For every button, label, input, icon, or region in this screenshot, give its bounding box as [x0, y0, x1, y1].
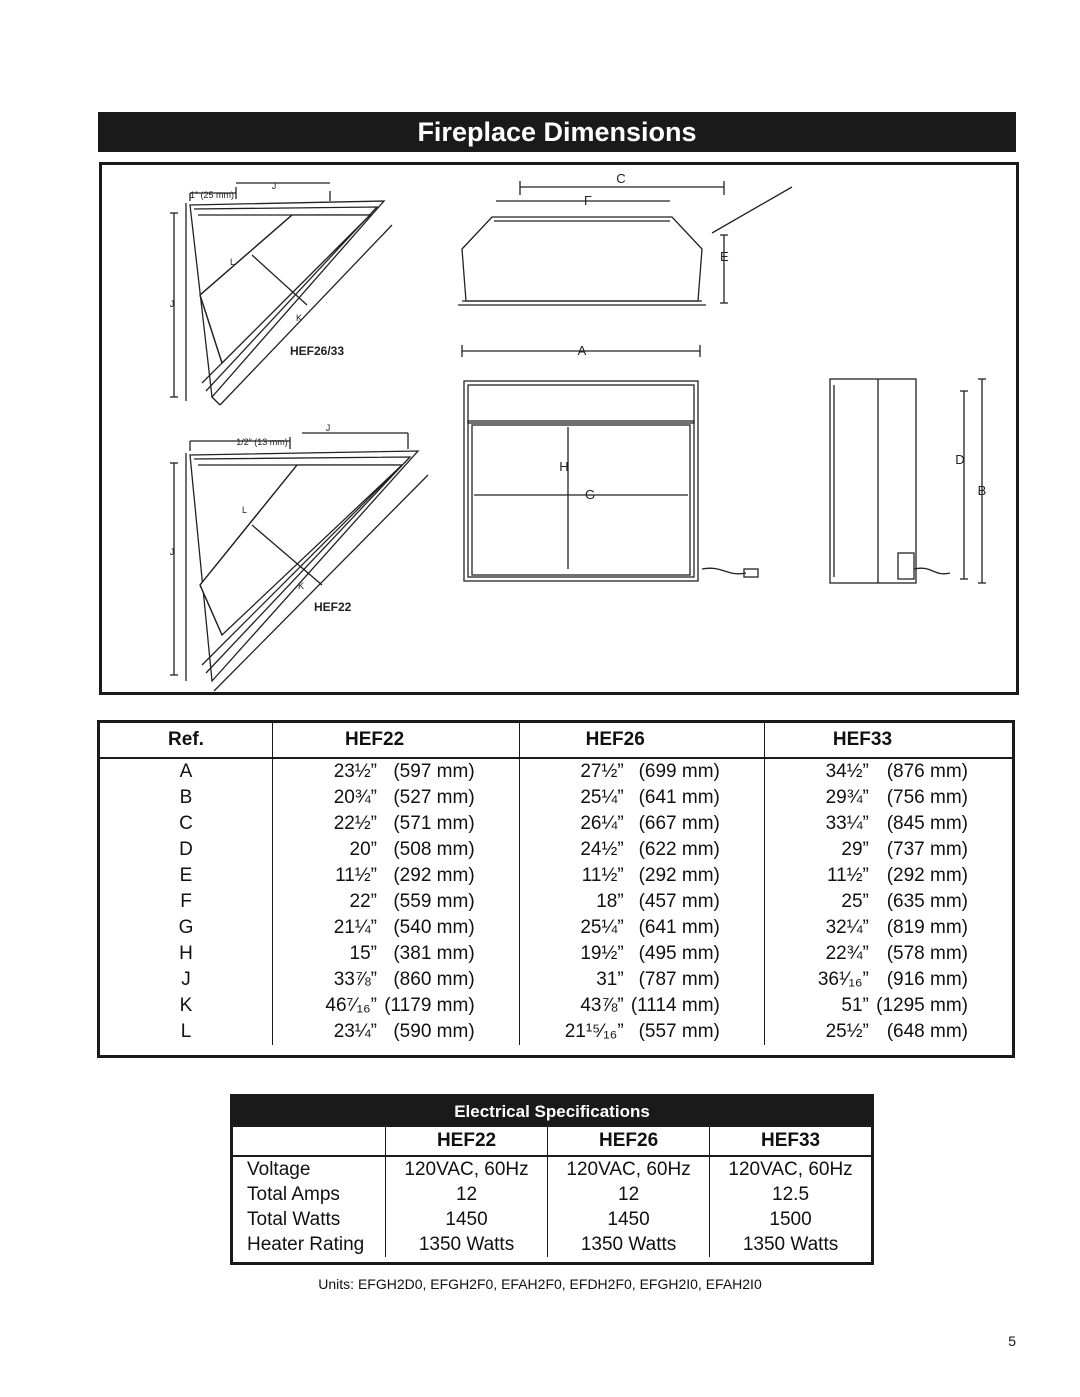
dimension-row [100, 889, 1012, 915]
dimension-ref: J [100, 967, 273, 993]
dimension-inches: 11½” [581, 865, 624, 886]
page-title: Fireplace Dimensions [98, 112, 1016, 152]
dimension-inches: 36¹⁄₁₆” [817, 969, 869, 990]
label-hef26-33: HEF26/33 [290, 344, 345, 358]
dimension-row [100, 785, 1012, 811]
electrical-row [233, 1232, 871, 1257]
electrical-value: 120VAC, 60Hz [728, 1158, 853, 1180]
dimension-inches: 21¼” [333, 917, 377, 938]
dimension-cell [764, 837, 1012, 863]
dimension-ref: L [100, 1019, 273, 1045]
dimension-ref: F [100, 889, 273, 915]
label-g: G [584, 487, 596, 502]
dimension-inches: 22¾” [825, 943, 869, 964]
dimension-cell [764, 811, 1012, 837]
electrical-value: 12 [386, 1182, 548, 1207]
dimension-cell [764, 915, 1012, 941]
dimension-cell [519, 837, 764, 863]
dimension-mm: (635 mm) [886, 891, 968, 912]
dimension-mm: (381 mm) [393, 943, 475, 964]
dimension-mm: (1114 mm) [630, 995, 720, 1016]
dimension-inches: 26¼” [580, 813, 624, 834]
corner-view-hef22 [170, 433, 428, 691]
dimension-inches: 43⅞” [580, 995, 624, 1016]
dimension-row [100, 758, 1012, 785]
dimension-mm: (292 mm) [886, 865, 968, 886]
header-hef22: HEF22 [273, 723, 520, 758]
electrical-specifications [230, 1094, 874, 1265]
dimension-cell [273, 967, 520, 993]
dimension-mm: (557 mm) [638, 1021, 720, 1042]
dimension-ref: E [100, 863, 273, 889]
label-j-top: J [271, 181, 277, 191]
dimension-cell [519, 941, 764, 967]
front-view [462, 345, 758, 581]
dimension-mm: (819 mm) [886, 917, 968, 938]
dimension-ref: H [100, 941, 273, 967]
dimension-mm: (578 mm) [886, 943, 968, 964]
page-number: 5 [1008, 1333, 1016, 1349]
dimension-mm: (527 mm) [393, 787, 475, 808]
dimension-cell [764, 967, 1012, 993]
electrical-row [233, 1182, 871, 1207]
dimension-mm: (597 mm) [393, 761, 475, 782]
dimension-row [100, 811, 1012, 837]
dimension-ref: B [100, 785, 273, 811]
dimension-mm: (590 mm) [393, 1021, 475, 1042]
electrical-value: 12.5 [772, 1183, 810, 1205]
dimension-inches: 23¼” [333, 1021, 377, 1042]
dimension-inches: 32¼” [825, 917, 869, 938]
gap-bottom: 1/2” (13 mm) [236, 437, 288, 447]
dimension-inches: 33¼” [825, 813, 869, 834]
dimension-cell [764, 758, 1012, 785]
dimension-inches: 29¾” [825, 787, 869, 808]
dimension-inches: 19½” [580, 943, 624, 964]
corner-view-hef26-33 [170, 183, 392, 405]
dimension-ref: K [100, 993, 273, 1019]
electrical-value: 12 [548, 1182, 710, 1207]
electrical-value: 120VAC, 60Hz [386, 1156, 548, 1182]
electrical-value: 1500 [769, 1208, 812, 1230]
dimension-inches: 34½” [825, 761, 869, 782]
dimension-mm: (559 mm) [393, 891, 475, 912]
dimension-mm: (860 mm) [393, 969, 475, 990]
label-k-bottom: K [298, 581, 305, 591]
dimension-inches: 33⅞” [333, 969, 377, 990]
dimension-cell [519, 1019, 764, 1045]
dimension-mm: (699 mm) [638, 761, 720, 782]
dimension-inches: 22” [349, 891, 377, 912]
dimension-row [100, 967, 1012, 993]
dimension-ref: A [100, 758, 273, 785]
dimension-cell [273, 811, 520, 837]
dimensions-header-row [100, 723, 1012, 758]
dimension-inches: 11½” [826, 865, 869, 886]
dimension-mm: (876 mm) [886, 761, 968, 782]
dimension-cell [519, 758, 764, 785]
dimension-cell [764, 941, 1012, 967]
dimension-inches: 22½” [333, 813, 377, 834]
dimension-row [100, 1019, 1012, 1045]
label-d: D [955, 452, 965, 467]
elec-header-blank [233, 1127, 386, 1156]
dimension-cell [519, 785, 764, 811]
dimension-inches: 21¹⁵⁄₁₆” [564, 1021, 624, 1042]
dimension-mm: (916 mm) [886, 969, 968, 990]
dimension-row [100, 863, 1012, 889]
dimension-cell [273, 915, 520, 941]
electrical-row [233, 1156, 871, 1182]
electrical-label: Total Amps [233, 1182, 386, 1207]
gap-top: 1” (25 mm) [189, 190, 235, 200]
dimension-cell [273, 863, 520, 889]
dimension-cell [519, 993, 764, 1019]
dimension-cell [764, 889, 1012, 915]
dimension-cell [273, 1019, 520, 1045]
electrical-value: 1350 Watts [548, 1232, 710, 1257]
dimension-inches: 51” [841, 995, 869, 1016]
electrical-value: 1350 Watts [386, 1232, 548, 1257]
electrical-value: 1450 [548, 1207, 710, 1232]
dimension-mm: (648 mm) [886, 1021, 968, 1042]
label-a: A [577, 343, 587, 358]
dimension-cell [764, 785, 1012, 811]
dimension-mm: (292 mm) [638, 865, 720, 886]
dimension-inches: 46⁷⁄₁₆” [325, 995, 377, 1016]
electrical-value: 1350 Watts [742, 1233, 839, 1255]
label-f: F [584, 193, 592, 208]
dimension-inches: 27½” [580, 761, 624, 782]
dimension-cell [273, 837, 520, 863]
diagram-drawing [102, 165, 1016, 692]
dimension-cell [273, 941, 520, 967]
dimension-mm: (845 mm) [886, 813, 968, 834]
dimension-cell [273, 889, 520, 915]
dimension-inches: 31” [596, 969, 624, 990]
header-hef33: HEF33 [764, 723, 1012, 758]
dimension-mm: (571 mm) [393, 813, 475, 834]
label-j-bottom: J [325, 423, 331, 433]
dimension-mm: (641 mm) [638, 787, 720, 808]
label-h: H [559, 459, 569, 474]
dimension-cell [764, 1019, 1012, 1045]
dimension-mm: (667 mm) [638, 813, 720, 834]
dimension-inches: 18” [596, 891, 624, 912]
label-k-top: K [296, 313, 303, 323]
dimension-cell [519, 967, 764, 993]
dimension-mm: (622 mm) [638, 839, 720, 860]
dimension-cell [519, 915, 764, 941]
elec-header-hef33: HEF33 [710, 1127, 871, 1156]
dimension-mm: (737 mm) [886, 839, 968, 860]
label-b: B [977, 483, 987, 498]
label-j-side-top: J [169, 299, 175, 309]
dimension-cell [273, 758, 520, 785]
dimension-mm: (1295 mm) [876, 995, 968, 1016]
dimension-row [100, 993, 1012, 1019]
electrical-header-row [233, 1127, 871, 1156]
elec-header-hef26: HEF26 [548, 1127, 710, 1156]
dimension-inches: 29” [841, 839, 869, 860]
dimension-inches: 11½” [335, 865, 377, 886]
electrical-value: 1450 [386, 1207, 548, 1232]
label-l-bottom: L [242, 505, 248, 515]
header-ref: Ref. [100, 723, 273, 758]
dimension-mm: (495 mm) [638, 943, 720, 964]
label-e: E [720, 249, 729, 264]
dimension-cell [273, 785, 520, 811]
dimension-inches: 25¼” [580, 917, 624, 938]
electrical-label: Total Watts [233, 1207, 386, 1232]
electrical-value: 120VAC, 60Hz [548, 1156, 710, 1182]
side-view [830, 379, 986, 583]
dimension-inches: 24½” [580, 839, 624, 860]
dimension-cell [764, 863, 1012, 889]
electrical-label: Heater Rating [233, 1232, 386, 1257]
dimension-cell [519, 811, 764, 837]
dimension-ref: G [100, 915, 273, 941]
label-hef22: HEF22 [314, 600, 352, 614]
label-j-side-bottom: J [169, 547, 175, 557]
dimension-inches: 25¼” [580, 787, 624, 808]
top-view [458, 181, 792, 305]
dimension-diagram [99, 162, 1019, 695]
dimension-inches: 23½” [333, 761, 377, 782]
dimension-row [100, 915, 1012, 941]
dimension-inches: 25½” [825, 1021, 869, 1042]
dimension-ref: C [100, 811, 273, 837]
dimension-cell [273, 993, 520, 1019]
dimension-mm: (641 mm) [638, 917, 720, 938]
electrical-label: Voltage [233, 1156, 386, 1182]
dimension-inches: 20” [349, 839, 377, 860]
dimension-mm: (508 mm) [393, 839, 475, 860]
dimension-inches: 15” [349, 943, 377, 964]
dimensions-table [97, 720, 1015, 1058]
dimension-cell [764, 993, 1012, 1019]
dimension-cell [519, 863, 764, 889]
dimension-mm: (292 mm) [393, 865, 475, 886]
dimension-row [100, 837, 1012, 863]
elec-header-hef22: HEF22 [386, 1127, 548, 1156]
dimension-mm: (540 mm) [393, 917, 475, 938]
dimension-inches: 20¾” [333, 787, 377, 808]
electrical-row [233, 1207, 871, 1232]
dimension-ref: D [100, 837, 273, 863]
electrical-title: Electrical Specifications [233, 1097, 871, 1127]
dimension-mm: (787 mm) [638, 969, 720, 990]
header-hef26: HEF26 [519, 723, 764, 758]
dimension-inches: 25” [841, 891, 869, 912]
dimension-mm: (1179 mm) [384, 995, 475, 1016]
dimension-mm: (756 mm) [886, 787, 968, 808]
units-note: Units: EFGH2D0, EFGH2F0, EFAH2F0, EFDH2F0, EFGH2I0, EFAH2I0 [318, 1276, 762, 1292]
label-l-top: L [230, 257, 236, 267]
label-c: C [616, 171, 626, 186]
dimension-cell [519, 889, 764, 915]
dimension-row [100, 941, 1012, 967]
dimension-mm: (457 mm) [638, 891, 720, 912]
